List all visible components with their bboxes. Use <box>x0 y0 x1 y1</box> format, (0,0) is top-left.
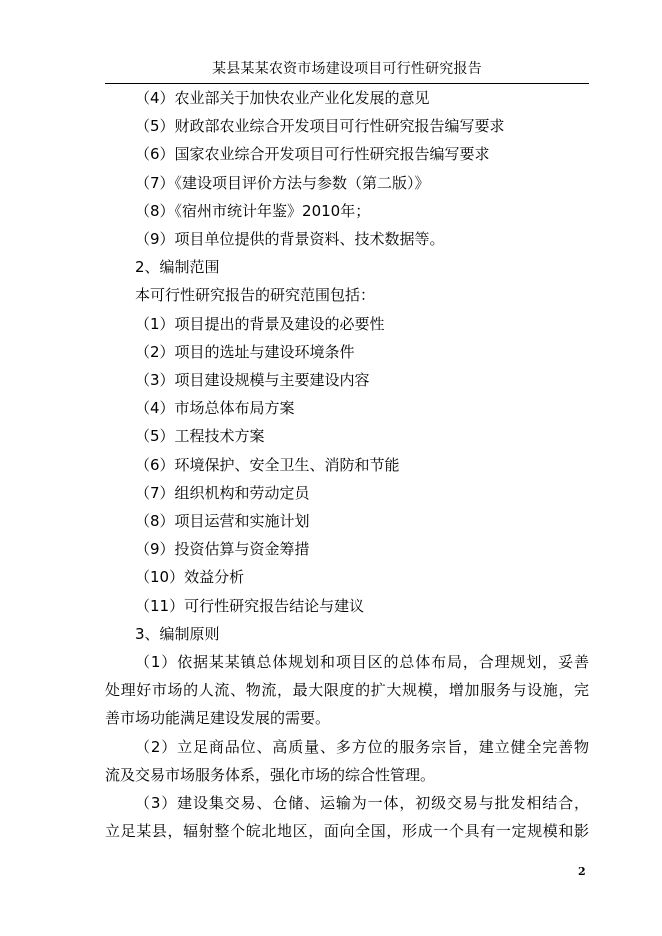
principle-paragraph-line: 立足某县，辐射整个皖北地区，面向全国，形成一个具有一定规模和影 <box>105 822 589 841</box>
reference-item: （4）农业部关于加快农业产业化发展的意见 <box>135 89 430 107</box>
scope-item: （4）市场总体布局方案 <box>135 399 295 418</box>
scope-item: （9）投资估算与资金筹措 <box>135 540 310 559</box>
reference-item: （6）国家农业综合开发项目可行性研究报告编写要求 <box>135 145 490 164</box>
scope-item: （6）环境保护、安全卫生、消防和节能 <box>135 455 400 474</box>
reference-item: （7）《建设项目评价方法与参数（第二版）》 <box>135 173 430 192</box>
principle-paragraph-line: （3）建设集交易、仓储、运输为一体，初级交易与批发相结合， <box>135 794 589 813</box>
scope-item: （3）项目建设规模与主要建设内容 <box>135 371 370 390</box>
scope-item: （11）可行性研究报告结论与建议 <box>135 596 365 615</box>
principle-paragraph-line: （1）依据某某镇总体规划和项目区的总体布局，合理规划，妥善 <box>135 653 589 672</box>
scope-item: （8）项目运营和实施计划 <box>135 512 310 531</box>
section-intro: 本可行性研究报告的研究范围包括： <box>135 286 376 305</box>
reference-item: （9）项目单位提供的背景资料、技术数据等。 <box>135 230 445 249</box>
section-heading: 3、编制原则 <box>135 624 220 643</box>
scope-item: （5）工程技术方案 <box>135 427 265 446</box>
principle-paragraph-line: 流及交易市场服务体系，强化市场的综合性管理。 <box>105 765 436 784</box>
scope-item: （2）项目的选址与建设环境条件 <box>135 342 355 361</box>
page-header: 某县某某农资市场建设项目可行性研究报告 <box>212 61 482 77</box>
principle-paragraph-line: 处理好市场的人流、物流，最大限度的扩大规模，增加服务与设施，完 <box>105 681 589 700</box>
principle-paragraph-line: （2）立足商品位、高质量、多方位的服务宗旨，建立健全完善物 <box>135 737 589 756</box>
reference-item: （8）《宿州市统计年鉴》2010年； <box>135 201 371 220</box>
scope-item: （10）效益分析 <box>135 568 245 587</box>
scope-item: （7）组织机构和劳动定员 <box>135 483 310 502</box>
page-number: 2 <box>578 865 586 878</box>
document-body <box>105 84 589 845</box>
scope-item: （1）项目提出的背景及建设的必要性 <box>135 314 385 333</box>
section-heading: 2、编制范围 <box>135 258 220 277</box>
principle-paragraph-line: 善市场功能满足建设发展的需要。 <box>105 709 331 728</box>
reference-item: （5）财政部农业综合开发项目可行性研究报告编写要求 <box>135 117 505 136</box>
